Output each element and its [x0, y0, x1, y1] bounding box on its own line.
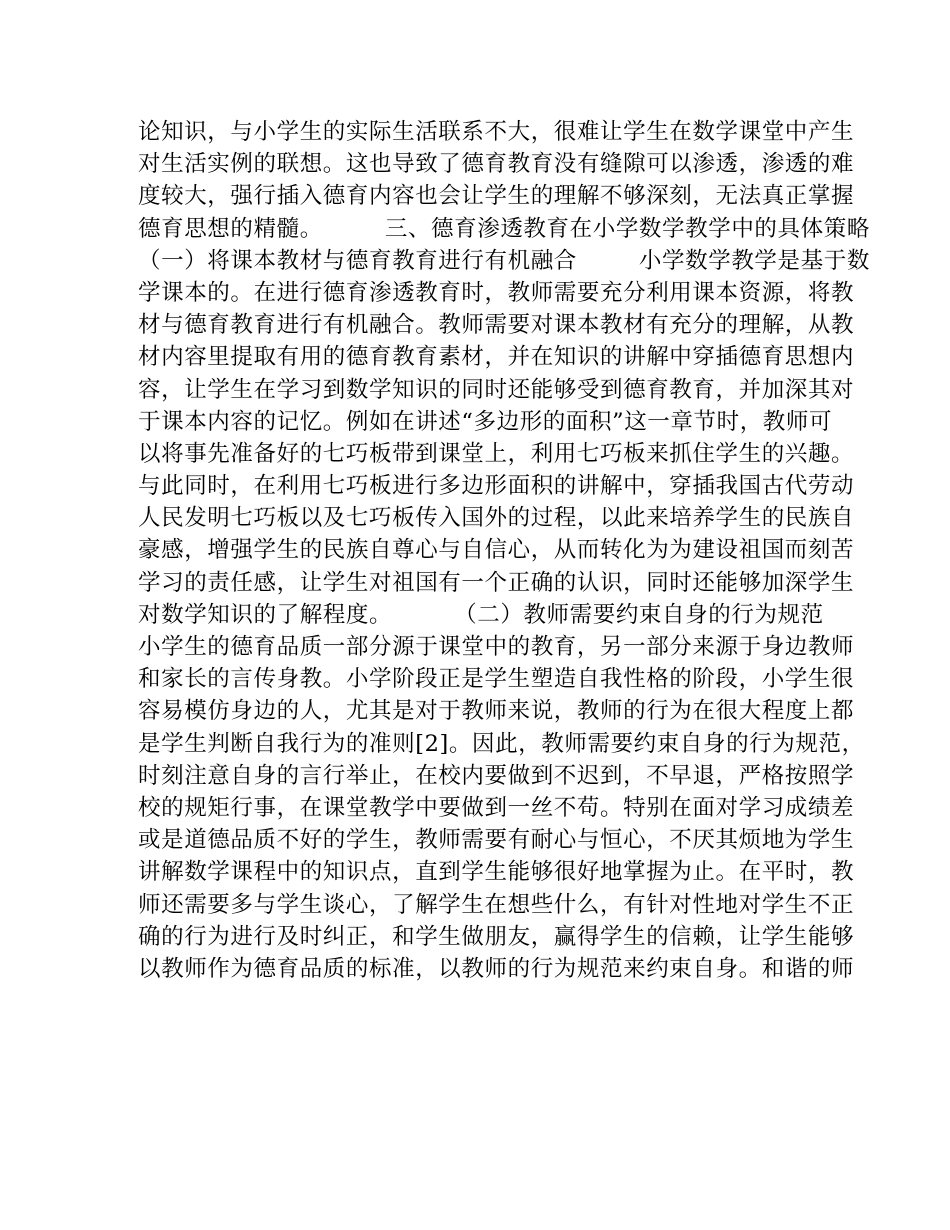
text-line: 材与德育教育进行有机融合。教师需要对课本教材有充分的理解，从教 [138, 312, 855, 339]
text-line: 于课本内容的记忆。例如在讲述“多边形的面积”这一章节时，教师可 [138, 408, 833, 435]
text-line: 与此同时，在利用七巧板进行多边形面积的讲解中，穿插我国古代劳动 [138, 473, 855, 500]
text-line: 材内容里提取有用的德育教育素材，并在知识的讲解中穿插德育思想内 [138, 344, 855, 371]
text-line: 度较大，强行插入德育内容也会让学生的理解不够深刻，无法真正掌握 [138, 183, 855, 210]
text-line: 小学生的德育品质一部分源于课堂中的教育，另一部分来源于身边教师 [138, 634, 855, 660]
text-line: 讲解数学课程中的知识点，直到学生能够很好地掌握为止。在平时，教 [138, 859, 855, 886]
text-line: （一）将课本教材与德育教育进行有机融合 小学数学教学是基于数 [138, 247, 870, 274]
text-line: 或是道德品质不好的学生，教师需要有耐心与恒心，不厌其烦地为学生 [138, 827, 855, 854]
text-line: 德育思想的精髓。 三、德育渗透教育在小学数学教学中的具体策略 [138, 215, 870, 242]
text-line: 是学生判断自我行为的准则[2]。因此，教师需要约束自身的行为规范， [138, 730, 865, 757]
text-line: 以将事先准备好的七巧板带到课堂上，利用七巧板来抓住学生的兴趣。 [138, 440, 855, 467]
text-line: 校的规矩行事，在课堂教学中要做到一丝不苟。特别在面对学习成绩差 [138, 794, 855, 821]
body-text [138, 116, 870, 985]
text-line: 时刻注意自身的言行举止，在校内要做到不迟到，不早退，严格按照学 [138, 762, 855, 789]
text-line: 学习的责任感，让学生对祖国有一个正确的认识，同时还能够加深学生 [138, 569, 855, 596]
text-line: 容，让学生在学习到数学知识的同时还能够受到德育教育，并加深其对 [138, 376, 855, 403]
text-line: 学课本的。在进行德育渗透教育时，教师需要充分利用课本资源，将教 [138, 279, 855, 306]
text-line: 师还需要多与学生谈心，了解学生在想些什么，有针对性地对学生不正 [138, 891, 855, 918]
text-line: 对生活实例的联想。这也导致了德育教育没有缝隙可以渗透，渗透的难 [138, 151, 855, 178]
text-line: 确的行为进行及时纠正，和学生做朋友，赢得学生的信赖，让学生能够 [138, 923, 855, 950]
text-line: 豪感，增强学生的民族自尊心与自信心，从而转化为为建设祖国而刻苦 [138, 537, 855, 564]
text-line: 以教师作为德育品质的标准，以教师的行为规范来约束自身。和谐的师 [138, 955, 855, 982]
text-line: 对数学知识的了解程度。 （二）教师需要约束自身的行为规范 [138, 601, 824, 628]
text-line: 和家长的言传身教。小学阶段正是学生塑造自我性格的阶段，小学生很 [138, 666, 855, 693]
text-line: 容易模仿身边的人，尤其是对于教师来说，教师的行为在很大程度上都 [138, 698, 855, 725]
text-line: 人民发明七巧板以及七巧板传入国外的过程，以此来培养学生的民族自 [138, 505, 855, 532]
text-line: 论知识，与小学生的实际生活联系不大，很难让学生在数学课堂中产生 [138, 119, 855, 145]
